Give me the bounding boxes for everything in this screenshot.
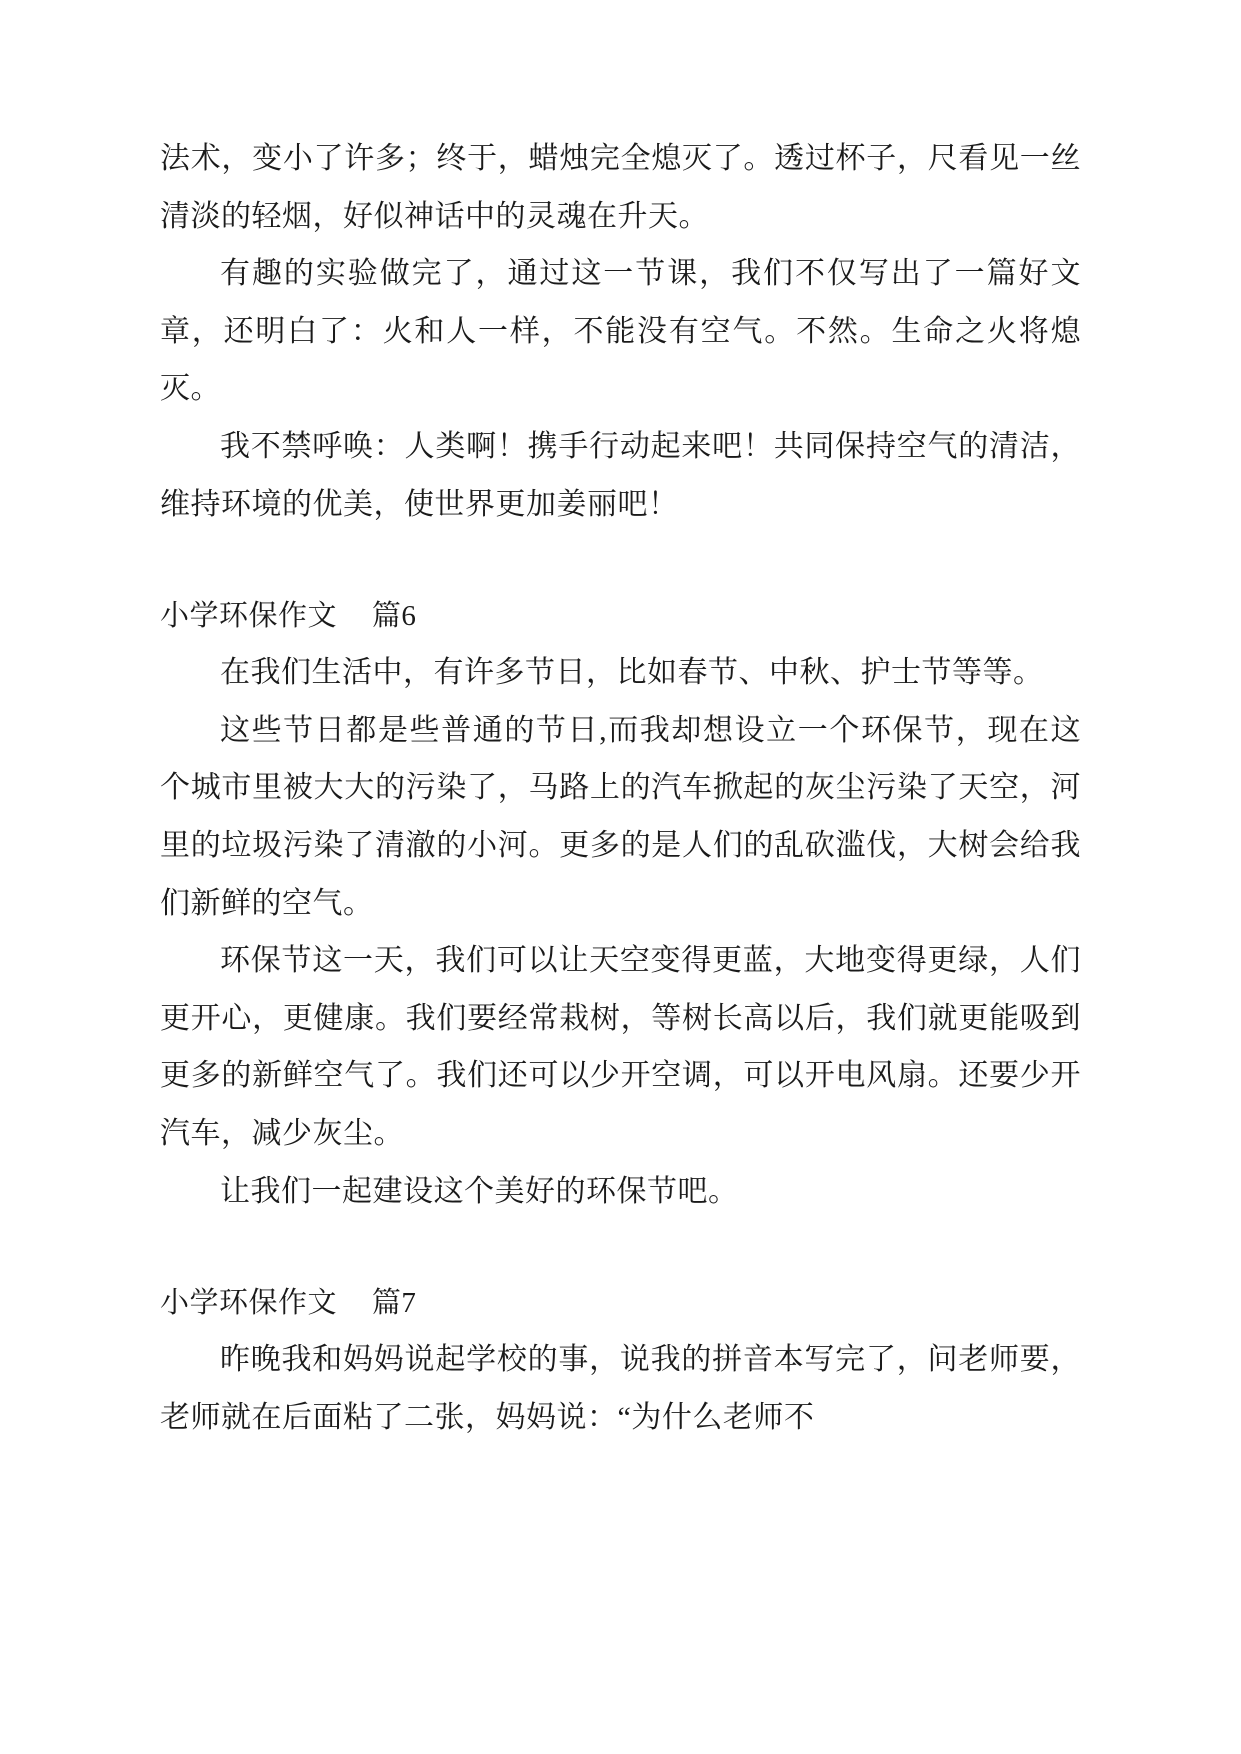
document-body	[160, 130, 1081, 1446]
section-heading-title: 小学环保作文	[160, 1287, 338, 1320]
section-heading-label: 篇6	[371, 600, 417, 633]
paragraph: 昨晚我和妈妈说起学校的事，说我的拼音本写完了，问老师要，老师就在后面粘了二张，妈妈说：“为什么老师不	[160, 1343, 1081, 1434]
paragraph: 我不禁呼唤：人类啊！携手行动起来吧！共同保持空气的清洁，维持环境的优美，使世界更加姜丽吧！	[160, 429, 1081, 521]
paragraph: 有趣的实验做完了，通过这一节课，我们不仅写出了一篇好文章，还明白了：火和人一样，不能没有空气。不然。生命之火将熄灭。	[160, 257, 1081, 406]
section-heading-7	[160, 1276, 1081, 1331]
paragraph: 法术，变小了许多；终于，蜡烛完全熄灭了。透过杯子，尺看见一丝清淡的轻烟，好似神话中的灵魂在升天。	[160, 142, 1081, 233]
section-spacer	[160, 533, 1081, 589]
paragraph: 让我们一起建设这个美好的环保节吧。	[220, 1174, 739, 1208]
paragraph: 在我们生活中，有许多节日，比如春节、中秋、护士节等等。	[220, 656, 1044, 690]
section-heading-label: 篇7	[371, 1287, 417, 1320]
section-heading-title: 小学环保作文	[160, 600, 338, 633]
paragraph: 这些节日都是些普通的节日,而我却想设立一个环保节，现在这个城市里被大大的污染了，马路上的汽车掀起的灰尘污染了天空，河里的垃圾污染了清澈的小河。更多的是人们的乱砍滥伐，大树会给我们新鲜的空气。	[160, 713, 1081, 920]
paragraph: 环保节这一天，我们可以让天空变得更蓝，大地变得更绿，人们更开心，更健康。我们要经常栽树，等树长高以后，我们就更能吸到更多的新鲜空气了。我们还可以少开空调，可以开电风扇。还要少开汽车，减少灰尘。	[160, 944, 1081, 1150]
section-spacer	[160, 1220, 1081, 1276]
section-heading-6	[160, 589, 1081, 644]
